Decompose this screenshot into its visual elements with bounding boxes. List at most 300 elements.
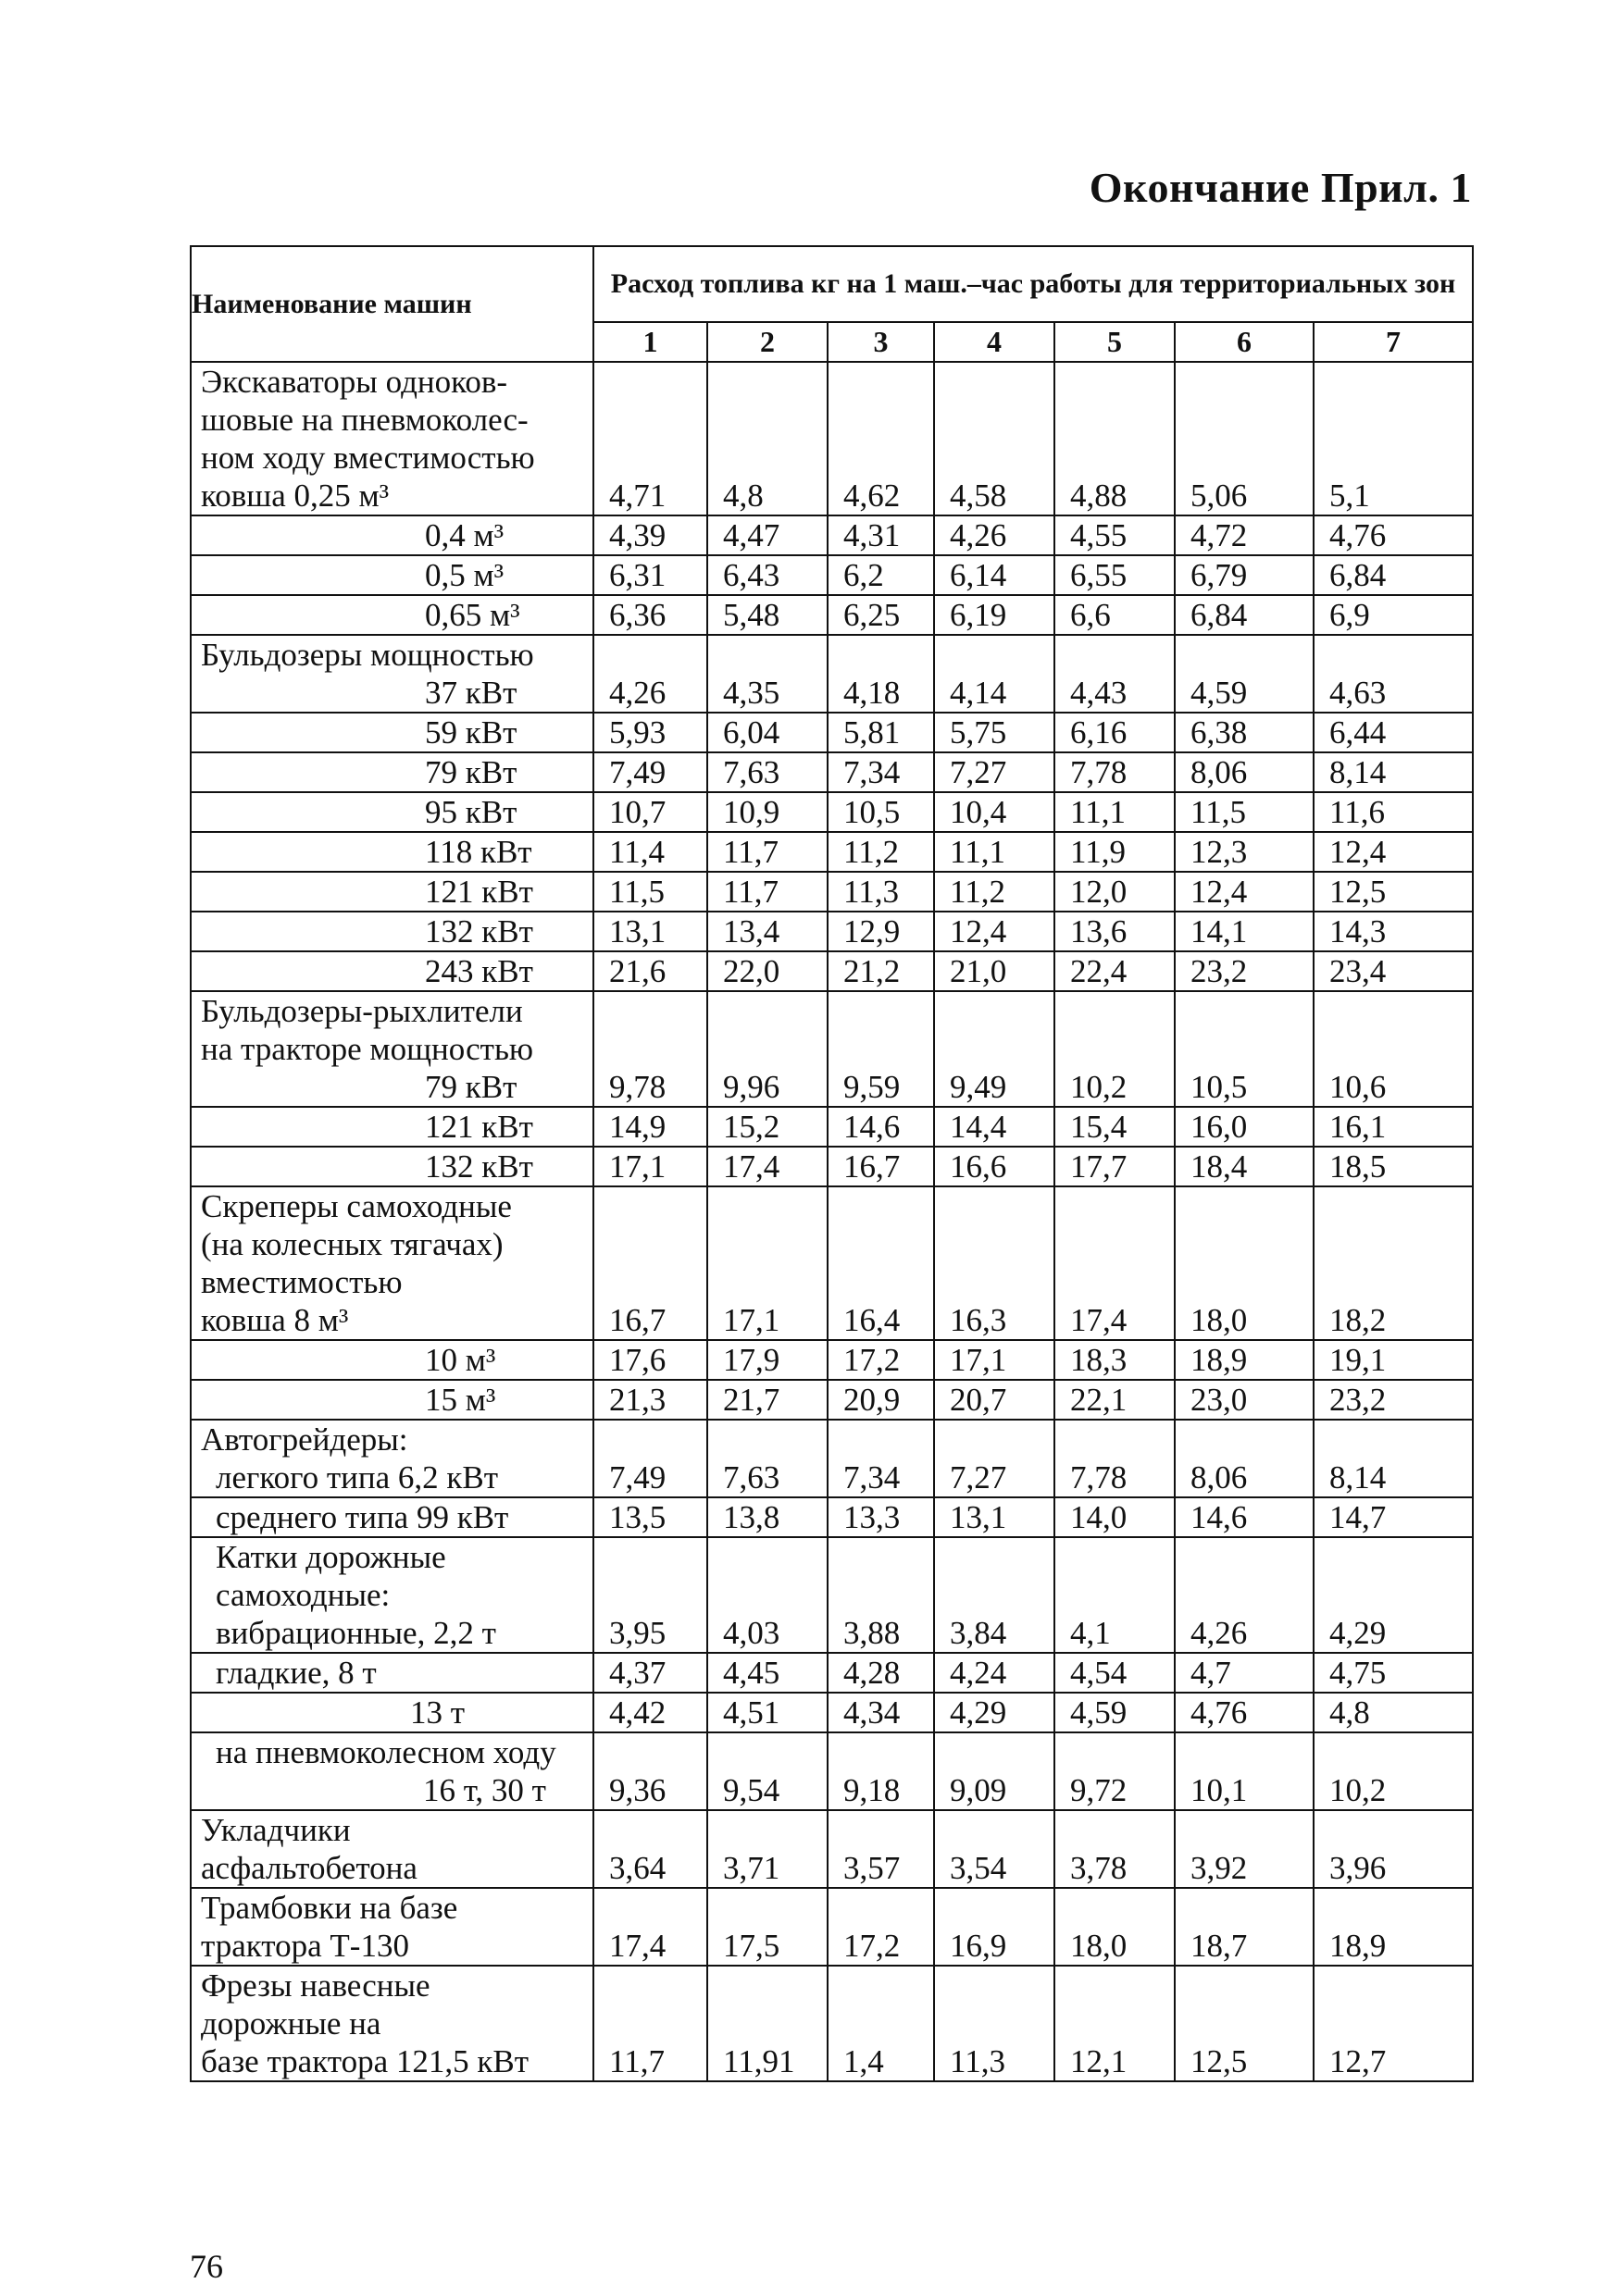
fuel-value-cell: 13,3: [828, 1497, 934, 1537]
fuel-value-cell: 4,18: [828, 635, 934, 713]
machine-name-line: трактора Т-130: [201, 1928, 409, 1964]
machine-name-line: 0,4 м³: [425, 517, 505, 553]
fuel-value-cell: 17,1: [934, 1340, 1054, 1380]
fuel-value-cell: 3,96: [1314, 1810, 1473, 1888]
machine-name-cell: [191, 1732, 593, 1810]
table-row: [191, 951, 1473, 991]
fuel-value-cell: 18,3: [1054, 1340, 1175, 1380]
fuel-value-cell: 4,7: [1175, 1653, 1314, 1693]
table-row: [191, 991, 1473, 1107]
fuel-value-cell: 7,63: [707, 1420, 828, 1497]
machine-name-cell: [191, 792, 593, 832]
fuel-value-cell: 6,04: [707, 713, 828, 752]
header-zone: 4: [934, 322, 1054, 362]
machine-name-line: вибрационные, 2,2 т: [216, 1615, 496, 1651]
machine-name-line: дорожные на: [201, 2005, 381, 2042]
fuel-value-cell: 3,88: [828, 1537, 934, 1653]
table-row: [191, 832, 1473, 872]
fuel-value-cell: 6,36: [593, 595, 707, 635]
fuel-value-cell: 7,34: [828, 1420, 934, 1497]
fuel-value-cell: 5,1: [1314, 362, 1473, 515]
page-number: 76: [190, 2248, 223, 2285]
fuel-value-cell: 23,2: [1175, 951, 1314, 991]
machine-name-cell: [191, 1107, 593, 1147]
fuel-value-cell: 12,5: [1175, 1966, 1314, 2081]
fuel-value-cell: 6,84: [1175, 595, 1314, 635]
machine-name-line: 15 м³: [425, 1382, 496, 1418]
machine-name-cell: [191, 1537, 593, 1653]
fuel-value-cell: 13,8: [707, 1497, 828, 1537]
fuel-value-cell: 17,2: [828, 1888, 934, 1966]
fuel-value-cell: 13,4: [707, 912, 828, 951]
fuel-value-cell: 21,0: [934, 951, 1054, 991]
fuel-value-cell: 22,4: [1054, 951, 1175, 991]
fuel-value-cell: 11,3: [934, 1966, 1054, 2081]
table-row: [191, 912, 1473, 951]
machine-name-line: ном ходу вместимостью: [201, 440, 535, 476]
fuel-value-cell: 3,95: [593, 1537, 707, 1653]
table-row: [191, 555, 1473, 595]
machine-name-line: Экскаваторы одноков-: [201, 364, 508, 400]
fuel-value-cell: 18,9: [1314, 1888, 1473, 1966]
fuel-value-cell: 11,2: [934, 872, 1054, 912]
fuel-value-cell: 18,0: [1054, 1888, 1175, 1966]
fuel-value-cell: 16,7: [593, 1186, 707, 1340]
fuel-value-cell: 12,9: [828, 912, 934, 951]
fuel-value-cell: 14,9: [593, 1107, 707, 1147]
fuel-value-cell: 10,1: [1175, 1732, 1314, 1810]
machine-name-cell: [191, 362, 593, 515]
fuel-value-cell: 4,59: [1054, 1693, 1175, 1732]
fuel-value-cell: 23,0: [1175, 1380, 1314, 1420]
table-row: [191, 1497, 1473, 1537]
machine-name-line: Скреперы самоходные: [201, 1188, 512, 1224]
fuel-value-cell: 13,5: [593, 1497, 707, 1537]
fuel-value-cell: 4,35: [707, 635, 828, 713]
machine-name-line: Укладчики: [201, 1812, 351, 1848]
fuel-value-cell: 4,71: [593, 362, 707, 515]
machine-name-cell: [191, 1693, 593, 1732]
machine-name-cell: [191, 951, 593, 991]
fuel-value-cell: 10,2: [1054, 991, 1175, 1107]
machine-name-cell: [191, 912, 593, 951]
fuel-value-cell: 4,29: [1314, 1537, 1473, 1653]
fuel-value-cell: 6,84: [1314, 555, 1473, 595]
header-zone: 1: [593, 322, 707, 362]
fuel-value-cell: 12,7: [1314, 1966, 1473, 2081]
fuel-value-cell: 10,7: [593, 792, 707, 832]
table-row: [191, 1888, 1473, 1966]
fuel-value-cell: 11,7: [593, 1966, 707, 2081]
fuel-value-cell: 10,5: [828, 792, 934, 832]
fuel-value-cell: 4,51: [707, 1693, 828, 1732]
machine-name-cell: [191, 872, 593, 912]
machine-name-cell: [191, 832, 593, 872]
machine-name-line: Фрезы навесные: [201, 1967, 430, 2004]
fuel-value-cell: 4,29: [934, 1693, 1054, 1732]
fuel-value-cell: 6,55: [1054, 555, 1175, 595]
machine-name-line: 121 кВт: [425, 874, 533, 910]
fuel-value-cell: 18,4: [1175, 1147, 1314, 1186]
machine-name-cell: [191, 1966, 593, 2081]
table-row: [191, 1693, 1473, 1732]
machine-name-line: шовые на пневмоколес-: [201, 402, 529, 438]
fuel-value-cell: 7,49: [593, 1420, 707, 1497]
table-row: [191, 1420, 1473, 1497]
fuel-value-cell: 11,4: [593, 832, 707, 872]
machine-name-cell: [191, 555, 593, 595]
fuel-value-cell: 9,18: [828, 1732, 934, 1810]
fuel-value-cell: 7,63: [707, 752, 828, 792]
machine-name-line: ковша 0,25 м³: [201, 478, 390, 514]
fuel-value-cell: 8,06: [1175, 752, 1314, 792]
fuel-value-cell: 4,43: [1054, 635, 1175, 713]
fuel-value-cell: 6,19: [934, 595, 1054, 635]
fuel-value-cell: 4,03: [707, 1537, 828, 1653]
table-row: [191, 595, 1473, 635]
machine-name-cell: [191, 1340, 593, 1380]
fuel-value-cell: 17,5: [707, 1888, 828, 1966]
machine-name-cell: [191, 713, 593, 752]
machine-name-line: 132 кВт: [425, 1148, 533, 1185]
header-zone: 6: [1175, 322, 1314, 362]
fuel-value-cell: 4,75: [1314, 1653, 1473, 1693]
machine-name-cell: [191, 515, 593, 555]
machine-name-line: 118 кВт: [425, 834, 532, 870]
fuel-value-cell: 17,2: [828, 1340, 934, 1380]
fuel-value-cell: 18,5: [1314, 1147, 1473, 1186]
fuel-value-cell: 9,78: [593, 991, 707, 1107]
table-row: [191, 872, 1473, 912]
table-row: [191, 1107, 1473, 1147]
machine-name-cell: [191, 595, 593, 635]
machine-name-cell: [191, 1497, 593, 1537]
table-row: [191, 1147, 1473, 1186]
fuel-value-cell: 11,1: [1054, 792, 1175, 832]
fuel-value-cell: 17,1: [593, 1147, 707, 1186]
fuel-value-cell: 7,27: [934, 1420, 1054, 1497]
fuel-value-cell: 6,25: [828, 595, 934, 635]
fuel-value-cell: 18,0: [1175, 1186, 1314, 1340]
machine-name-cell: [191, 1186, 593, 1340]
fuel-value-cell: 11,9: [1054, 832, 1175, 872]
fuel-value-cell: 4,76: [1314, 515, 1473, 555]
fuel-value-cell: 4,26: [934, 515, 1054, 555]
machine-name-line: 0,65 м³: [425, 597, 520, 633]
machine-name-line: гладкие, 8 т: [216, 1655, 377, 1691]
fuel-value-cell: 7,49: [593, 752, 707, 792]
machine-name-line: 10 м³: [425, 1342, 496, 1378]
fuel-value-cell: 17,4: [593, 1888, 707, 1966]
table-row: [191, 713, 1473, 752]
machine-name-line: Катки дорожные: [216, 1539, 446, 1575]
fuel-value-cell: 6,14: [934, 555, 1054, 595]
fuel-value-cell: 4,63: [1314, 635, 1473, 713]
fuel-value-cell: 6,6: [1054, 595, 1175, 635]
fuel-value-cell: 18,9: [1175, 1340, 1314, 1380]
machine-name-cell: [191, 1810, 593, 1888]
machine-name-line: 0,5 м³: [425, 557, 505, 593]
fuel-value-cell: 4,31: [828, 515, 934, 555]
fuel-value-cell: 21,2: [828, 951, 934, 991]
table-row: [191, 1537, 1473, 1653]
fuel-value-cell: 4,62: [828, 362, 934, 515]
machine-name-line: асфальтобетона: [201, 1850, 417, 1886]
fuel-value-cell: 12,3: [1175, 832, 1314, 872]
table-row: [191, 1653, 1473, 1693]
fuel-value-cell: 13,6: [1054, 912, 1175, 951]
fuel-value-cell: 23,4: [1314, 951, 1473, 991]
fuel-value-cell: 11,2: [828, 832, 934, 872]
machine-name-line: 121 кВт: [425, 1109, 533, 1145]
fuel-value-cell: 16,7: [828, 1147, 934, 1186]
fuel-value-cell: 4,58: [934, 362, 1054, 515]
table-row: [191, 1340, 1473, 1380]
fuel-value-cell: 4,8: [1314, 1693, 1473, 1732]
fuel-value-cell: 8,14: [1314, 1420, 1473, 1497]
fuel-value-cell: 12,4: [1175, 872, 1314, 912]
fuel-value-cell: 3,71: [707, 1810, 828, 1888]
fuel-value-cell: 6,9: [1314, 595, 1473, 635]
machine-name-line: 16 т, 30 т: [423, 1772, 546, 1808]
table-row: [191, 1380, 1473, 1420]
fuel-value-cell: 11,5: [593, 872, 707, 912]
fuel-value-cell: 4,72: [1175, 515, 1314, 555]
machine-name-line: Бульдозеры мощностью: [201, 637, 534, 673]
fuel-value-cell: 14,3: [1314, 912, 1473, 951]
fuel-value-cell: 20,7: [934, 1380, 1054, 1420]
machine-name-line: среднего типа 99 кВт: [216, 1499, 509, 1535]
fuel-value-cell: 6,16: [1054, 713, 1175, 752]
fuel-value-cell: 10,6: [1314, 991, 1473, 1107]
fuel-value-cell: 4,55: [1054, 515, 1175, 555]
header-zone: 7: [1314, 322, 1473, 362]
fuel-value-cell: 14,1: [1175, 912, 1314, 951]
fuel-value-cell: 6,31: [593, 555, 707, 595]
fuel-consumption-table: [190, 245, 1474, 2082]
header-zone: 2: [707, 322, 828, 362]
fuel-value-cell: 4,76: [1175, 1693, 1314, 1732]
fuel-value-cell: 11,7: [707, 832, 828, 872]
machine-name-cell: [191, 1420, 593, 1497]
fuel-value-cell: 5,93: [593, 713, 707, 752]
machine-name-line: 132 кВт: [425, 913, 533, 949]
fuel-value-cell: 6,43: [707, 555, 828, 595]
machine-name-line: ковша 8 м³: [201, 1302, 349, 1338]
fuel-value-cell: 18,7: [1175, 1888, 1314, 1966]
machine-name-cell: [191, 1653, 593, 1693]
fuel-value-cell: 12,4: [1314, 832, 1473, 872]
fuel-value-cell: 4,54: [1054, 1653, 1175, 1693]
fuel-value-cell: 12,4: [934, 912, 1054, 951]
fuel-value-cell: 6,38: [1175, 713, 1314, 752]
fuel-value-cell: 16,3: [934, 1186, 1054, 1340]
fuel-value-cell: 4,39: [593, 515, 707, 555]
fuel-value-cell: 22,0: [707, 951, 828, 991]
machine-name-cell: [191, 752, 593, 792]
machine-name-cell: [191, 1888, 593, 1966]
fuel-value-cell: 9,59: [828, 991, 934, 1107]
machine-name-line: 79 кВт: [425, 754, 517, 790]
fuel-value-cell: 16,9: [934, 1888, 1054, 1966]
fuel-value-cell: 7,78: [1054, 752, 1175, 792]
fuel-value-cell: 9,36: [593, 1732, 707, 1810]
machine-name-line: на пневмоколесном ходу: [216, 1734, 556, 1770]
table-row: [191, 635, 1473, 713]
fuel-value-cell: 4,28: [828, 1653, 934, 1693]
fuel-value-cell: 14,6: [1175, 1497, 1314, 1537]
fuel-value-cell: 9,72: [1054, 1732, 1175, 1810]
machine-name-line: 59 кВт: [425, 714, 517, 751]
fuel-value-cell: 17,4: [707, 1147, 828, 1186]
fuel-value-cell: 11,91: [707, 1966, 828, 2081]
fuel-value-cell: 15,4: [1054, 1107, 1175, 1147]
machine-name-line: самоходные:: [216, 1577, 391, 1613]
fuel-value-cell: 11,6: [1314, 792, 1473, 832]
fuel-value-cell: 10,5: [1175, 991, 1314, 1107]
fuel-value-cell: 9,54: [707, 1732, 828, 1810]
fuel-value-cell: 6,2: [828, 555, 934, 595]
fuel-value-cell: 3,64: [593, 1810, 707, 1888]
fuel-value-cell: 5,81: [828, 713, 934, 752]
machine-name-line: Трамбовки на базе: [201, 1890, 458, 1926]
fuel-value-cell: 4,42: [593, 1693, 707, 1732]
fuel-value-cell: 12,1: [1054, 1966, 1175, 2081]
machine-name-cell: [191, 635, 593, 713]
table-row: [191, 515, 1473, 555]
fuel-value-cell: 17,1: [707, 1186, 828, 1340]
fuel-value-cell: 10,9: [707, 792, 828, 832]
fuel-value-cell: 16,6: [934, 1147, 1054, 1186]
machine-name-line: легкого типа 6,2 кВт: [216, 1459, 499, 1496]
fuel-value-cell: 4,47: [707, 515, 828, 555]
table-row: [191, 1186, 1473, 1340]
fuel-value-cell: 9,49: [934, 991, 1054, 1107]
fuel-value-cell: 7,78: [1054, 1420, 1175, 1497]
machine-name-line: 13 т: [410, 1694, 466, 1731]
fuel-value-cell: 3,78: [1054, 1810, 1175, 1888]
fuel-value-cell: 14,7: [1314, 1497, 1473, 1537]
fuel-value-cell: 17,9: [707, 1340, 828, 1380]
fuel-value-cell: 6,79: [1175, 555, 1314, 595]
fuel-value-cell: 8,14: [1314, 752, 1473, 792]
fuel-value-cell: 20,9: [828, 1380, 934, 1420]
fuel-value-cell: 4,37: [593, 1653, 707, 1693]
fuel-value-cell: 21,7: [707, 1380, 828, 1420]
machine-name-line: вместимостью: [201, 1264, 403, 1300]
machine-name-line: 243 кВт: [425, 953, 533, 989]
machine-name-line: 37 кВт: [425, 675, 517, 711]
table-row: [191, 792, 1473, 832]
fuel-value-cell: 13,1: [593, 912, 707, 951]
fuel-value-cell: 21,6: [593, 951, 707, 991]
fuel-value-cell: 16,0: [1175, 1107, 1314, 1147]
fuel-value-cell: 21,3: [593, 1380, 707, 1420]
fuel-value-cell: 3,84: [934, 1537, 1054, 1653]
fuel-value-cell: 3,57: [828, 1810, 934, 1888]
table-row: [191, 752, 1473, 792]
machine-name-line: Бульдозеры-рыхлители: [201, 993, 523, 1029]
header-machine-name: Наименование машин: [191, 246, 593, 362]
fuel-value-cell: 12,0: [1054, 872, 1175, 912]
fuel-value-cell: 4,26: [1175, 1537, 1314, 1653]
fuel-value-cell: 4,24: [934, 1653, 1054, 1693]
header-zone: 5: [1054, 322, 1175, 362]
fuel-value-cell: 9,09: [934, 1732, 1054, 1810]
table-row: [191, 362, 1473, 515]
header-fuel-consumption: Расход топлива кг на 1 маш.–час работы для территориальных зон: [593, 246, 1473, 322]
fuel-value-cell: 5,75: [934, 713, 1054, 752]
fuel-value-cell: 12,5: [1314, 872, 1473, 912]
fuel-value-cell: 14,6: [828, 1107, 934, 1147]
fuel-value-cell: 14,0: [1054, 1497, 1175, 1537]
fuel-value-cell: 4,8: [707, 362, 828, 515]
fuel-value-cell: 17,7: [1054, 1147, 1175, 1186]
fuel-value-cell: 4,1: [1054, 1537, 1175, 1653]
fuel-value-cell: 15,2: [707, 1107, 828, 1147]
fuel-value-cell: 5,48: [707, 595, 828, 635]
fuel-value-cell: 4,26: [593, 635, 707, 713]
machine-name-line: 79 кВт: [425, 1069, 517, 1105]
page-title: Окончание Прил. 1: [1089, 164, 1472, 211]
fuel-value-cell: 11,5: [1175, 792, 1314, 832]
machine-name-line: 95 кВт: [425, 794, 517, 830]
machine-name-cell: [191, 1380, 593, 1420]
fuel-value-cell: 11,7: [707, 872, 828, 912]
machine-name-line: (на колесных тягачах): [201, 1226, 504, 1262]
machine-name-line: на тракторе мощностью: [201, 1031, 534, 1067]
table-row: [191, 1732, 1473, 1810]
machine-name-cell: [191, 1147, 593, 1186]
table-body: [191, 362, 1473, 2081]
fuel-value-cell: 13,1: [934, 1497, 1054, 1537]
fuel-value-cell: 14,4: [934, 1107, 1054, 1147]
fuel-value-cell: 11,3: [828, 872, 934, 912]
fuel-value-cell: 4,45: [707, 1653, 828, 1693]
fuel-value-cell: 4,14: [934, 635, 1054, 713]
fuel-value-cell: 11,1: [934, 832, 1054, 872]
fuel-value-cell: 18,2: [1314, 1186, 1473, 1340]
fuel-value-cell: 5,06: [1175, 362, 1314, 515]
table-row: [191, 1810, 1473, 1888]
fuel-value-cell: 17,6: [593, 1340, 707, 1380]
fuel-value-cell: 23,2: [1314, 1380, 1473, 1420]
machine-name-line: Автогрейдеры:: [201, 1421, 408, 1458]
fuel-value-cell: 7,34: [828, 752, 934, 792]
fuel-value-cell: 16,1: [1314, 1107, 1473, 1147]
fuel-value-cell: 3,54: [934, 1810, 1054, 1888]
fuel-value-cell: 4,34: [828, 1693, 934, 1732]
table-row: [191, 1966, 1473, 2081]
fuel-value-cell: 9,96: [707, 991, 828, 1107]
fuel-value-cell: 4,59: [1175, 635, 1314, 713]
fuel-value-cell: 22,1: [1054, 1380, 1175, 1420]
fuel-value-cell: 6,44: [1314, 713, 1473, 752]
header-zone: 3: [828, 322, 934, 362]
fuel-value-cell: 10,2: [1314, 1732, 1473, 1810]
fuel-value-cell: 16,4: [828, 1186, 934, 1340]
machine-name-line: базе трактора 121,5 кВт: [201, 2043, 530, 2079]
fuel-value-cell: 1,4: [828, 1966, 934, 2081]
fuel-value-cell: 8,06: [1175, 1420, 1314, 1497]
fuel-value-cell: 3,92: [1175, 1810, 1314, 1888]
fuel-value-cell: 4,88: [1054, 362, 1175, 515]
fuel-value-cell: 19,1: [1314, 1340, 1473, 1380]
fuel-value-cell: 7,27: [934, 752, 1054, 792]
fuel-value-cell: 17,4: [1054, 1186, 1175, 1340]
fuel-value-cell: 10,4: [934, 792, 1054, 832]
machine-name-cell: [191, 991, 593, 1107]
